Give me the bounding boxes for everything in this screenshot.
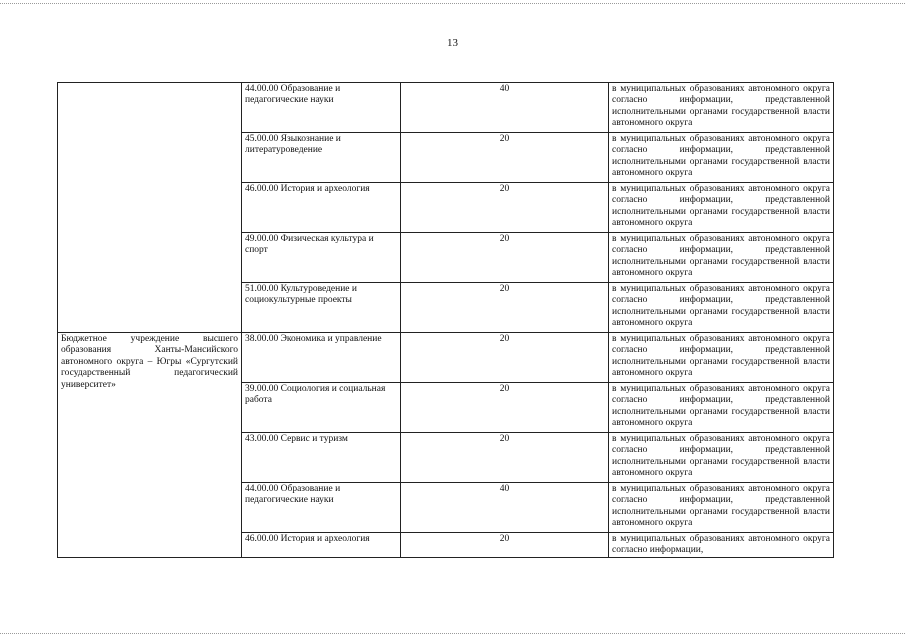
location-note-cell: в муниципальных образованиях автономного округа согласно информации, представленной исполнительными органами государственной власти автономного округа [609,83,834,133]
count-cell: 20 [401,533,609,558]
specialty-cell: 51.00.00 Культуроведение и социокультурные проекты [242,283,401,333]
count-cell: 20 [401,133,609,183]
count-cell: 20 [401,233,609,283]
specialty-cell: 44.00.00 Образование и педагогические науки [242,83,401,133]
count-cell: 20 [401,183,609,233]
location-note-cell: в муниципальных образованиях автономного округа согласно информации, [609,533,834,558]
location-note-cell: в муниципальных образованиях автономного округа согласно информации, представленной исполнительными органами государственной власти автономного округа [609,283,834,333]
location-note-cell: в муниципальных образованиях автономного округа согласно информации, представленной исполнительными органами государственной власти автономного округа [609,483,834,533]
count-cell: 40 [401,483,609,533]
specialty-cell: 38.00.00 Экономика и управление [242,333,401,383]
count-cell: 20 [401,383,609,433]
location-note-cell: в муниципальных образованиях автономного округа согласно информации, представленной исполнительными органами государственной власти автономного округа [609,333,834,383]
location-note-cell: в муниципальных образованиях автономного округа согласно информации, представленной исполнительными органами государственной власти автономного округа [609,133,834,183]
specialty-cell: 39.00.00 Социология и социальная работа [242,383,401,433]
specialty-cell: 44.00.00 Образование и педагогические науки [242,483,401,533]
scan-edge-top [0,3,905,4]
organization-cell: Бюджетное учреждение высшего образования Ханты-Мансийского автономного округа – Югры «Сургутский государственный педагогический университет» [58,333,242,558]
page-number: 13 [447,37,458,49]
scan-edge-bottom [0,633,905,634]
table-row [58,83,834,133]
count-cell: 20 [401,333,609,383]
count-cell: 20 [401,283,609,333]
specialty-cell: 46.00.00 История и археология [242,183,401,233]
location-note-cell: в муниципальных образованиях автономного округа согласно информации, представленной исполнительными органами государственной власти автономного округа [609,233,834,283]
specialty-cell: 43.00.00 Сервис и туризм [242,433,401,483]
specialty-cell: 45.00.00 Языкознание и литературоведение [242,133,401,183]
specialty-cell: 46.00.00 История и археология [242,533,401,558]
location-note-cell: в муниципальных образованиях автономного округа согласно информации, представленной исполнительными органами государственной власти автономного округа [609,383,834,433]
specialty-cell: 49.00.00 Физическая культура и спорт [242,233,401,283]
count-cell: 20 [401,433,609,483]
allocation-table [57,82,834,558]
location-note-cell: в муниципальных образованиях автономного округа согласно информации, представленной исполнительными органами государственной власти автономного округа [609,183,834,233]
count-cell: 40 [401,83,609,133]
location-note-cell: в муниципальных образованиях автономного округа согласно информации, представленной исполнительными органами государственной власти автономного округа [609,433,834,483]
table-row [58,333,834,383]
organization-cell [58,83,242,333]
